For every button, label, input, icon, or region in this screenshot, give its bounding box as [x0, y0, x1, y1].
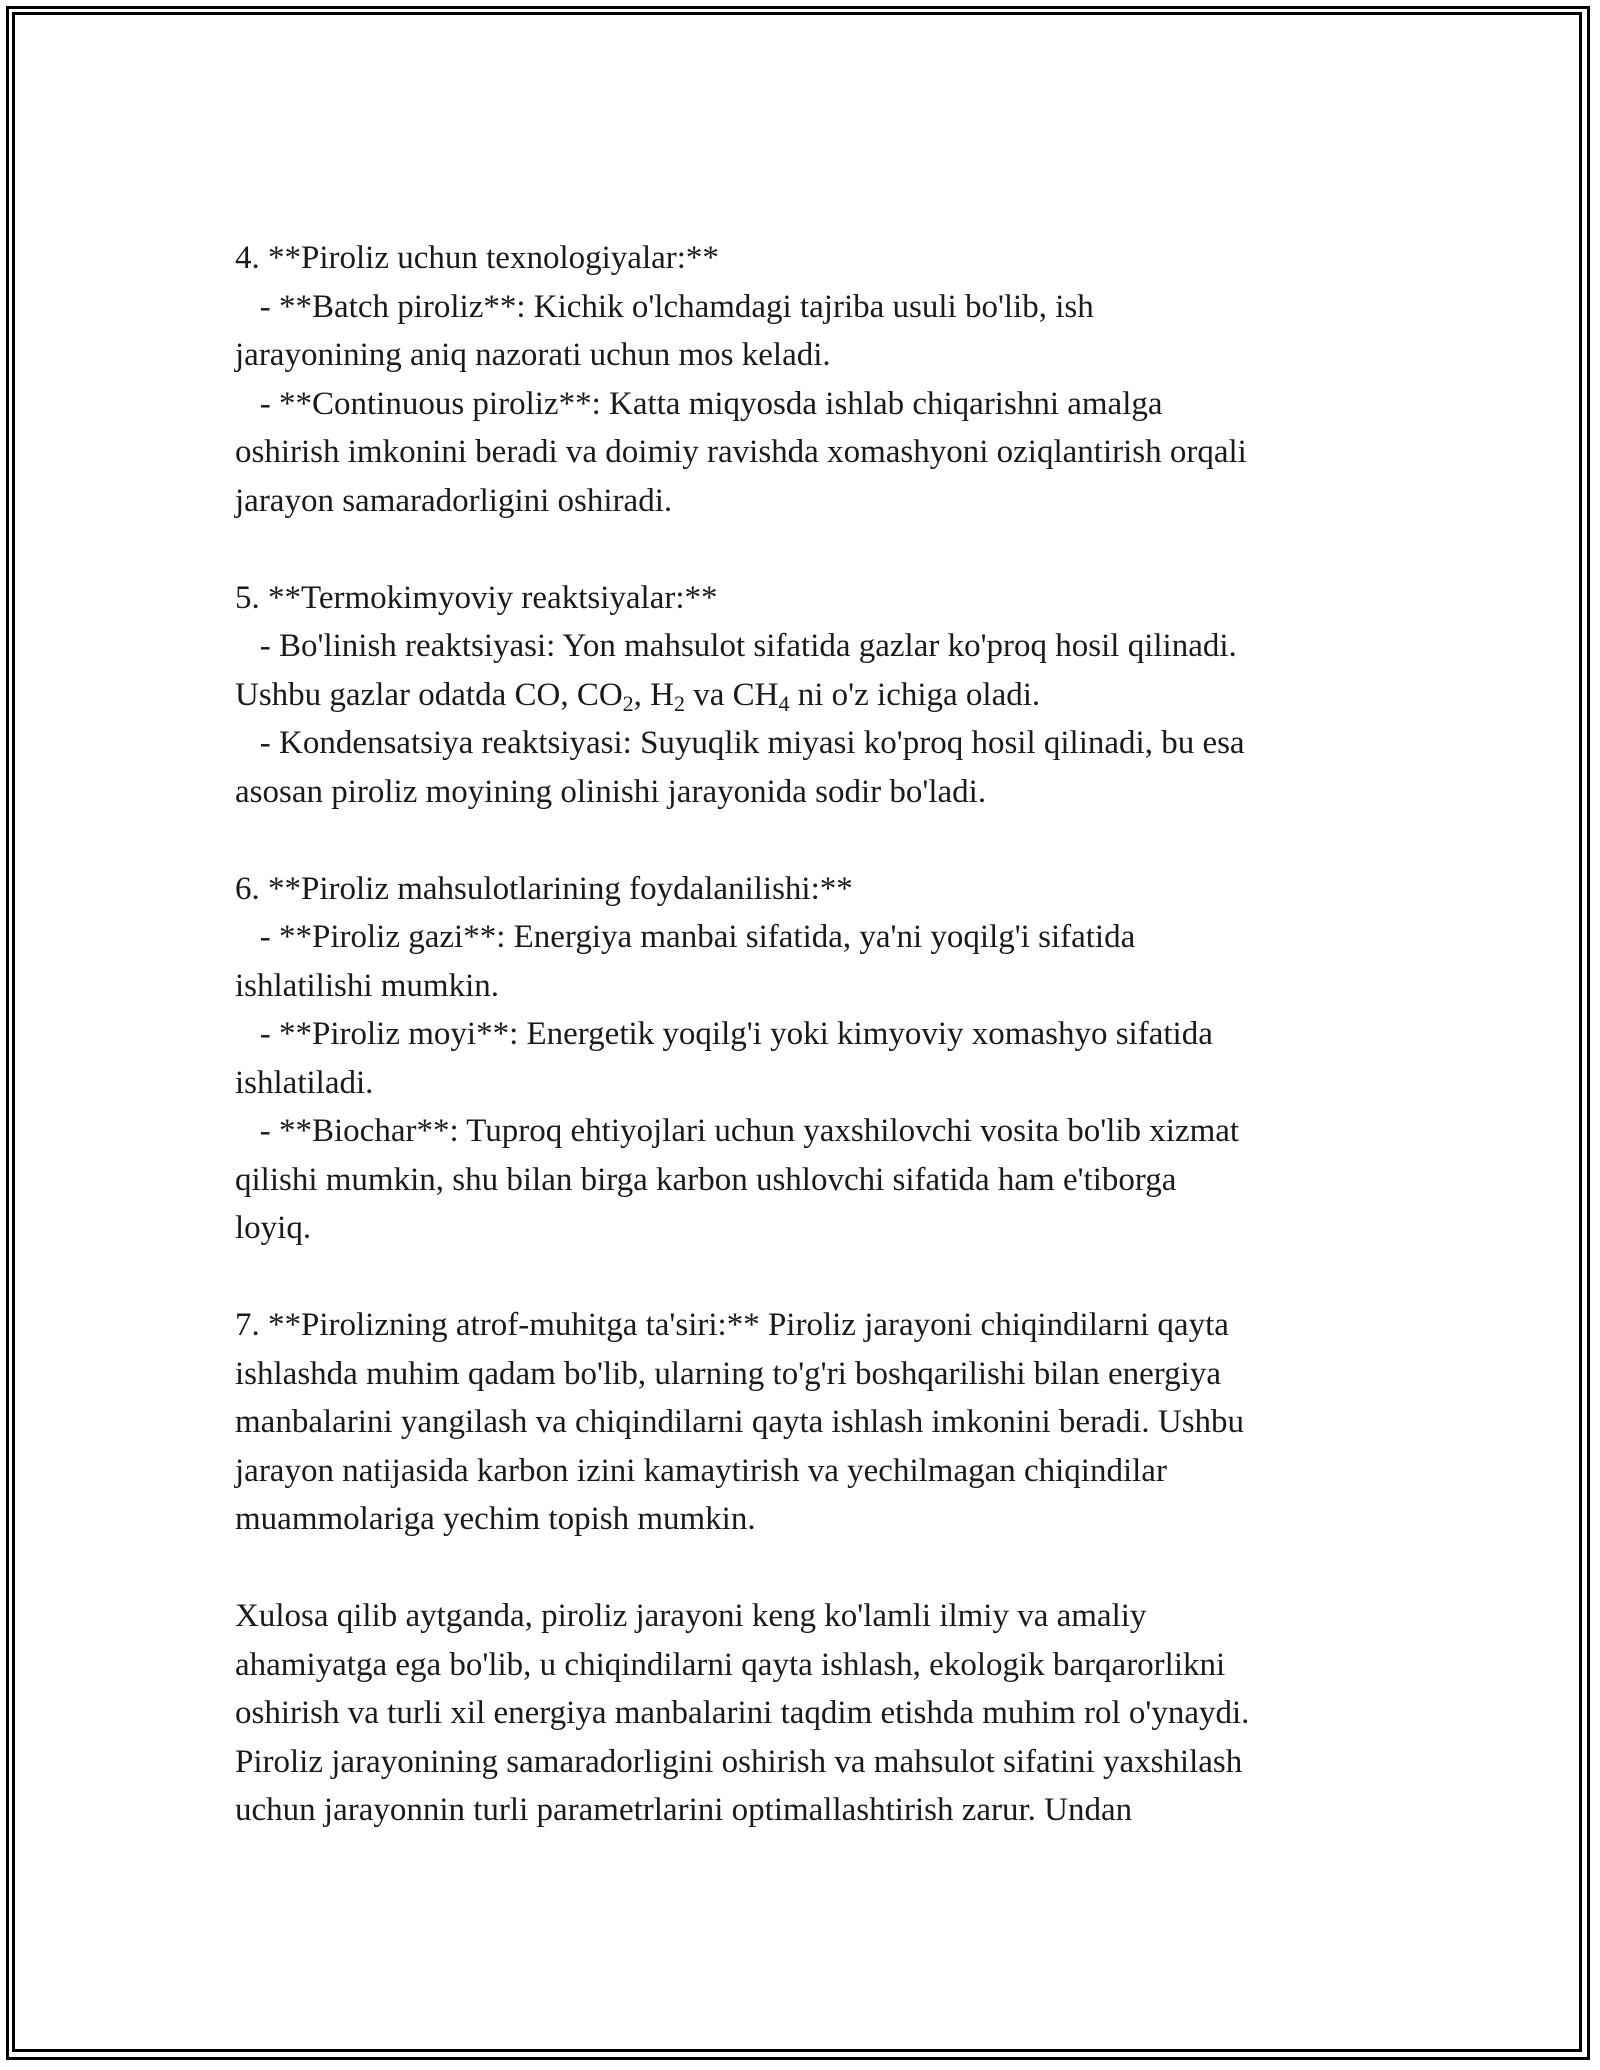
section-conclusion [235, 1592, 1375, 1835]
text-line: - **Batch piroliz**: Kichik o'lchamdagi tajriba usuli bo'lib, ish [235, 288, 1094, 325]
text-line: - **Biochar**: Tuproq ehtiyojlari uchun yaxshilovchi vosita bo'lib xizmat [235, 1113, 1240, 1149]
text-line: Piroliz jarayonining samaradorligini oshirish va mahsulot sifatini yaxshilash [235, 1743, 1243, 1780]
section-thermochemical-reactions [235, 574, 1375, 817]
section-heading: 4. **Piroliz uchun texnologiyalar:** [235, 240, 719, 276]
text-line: ishlatilishi mumkin. [235, 967, 500, 1004]
text-line-with-formulas [235, 671, 1375, 720]
text-line: manbalarini yangilash va chiqindilarni qayta ishlash imkonini beradi. Ushbu [235, 1404, 1245, 1440]
text-line: - **Piroliz moyi**: Energetik yoqilg'i yoki kimyoviy xomashyo sifatida [235, 1016, 1213, 1052]
section-environmental-impact [235, 1301, 1375, 1544]
text-line: - **Continuous piroliz**: Katta miqyosda ishlab chiqarishni amalga [235, 385, 1163, 422]
text-line: ishlatiladi. [235, 1064, 374, 1101]
section-technologies [235, 234, 1375, 525]
subscript: 2 [674, 690, 686, 716]
text-line: oshirish imkonini beradi va doimiy ravishda xomashyoni oziqlantirish orqali [235, 434, 1247, 470]
text-fragment: , H [633, 676, 675, 713]
subscript: 2 [622, 690, 634, 716]
text-line: asosan piroliz moyining olinishi jarayonida sodir bo'ladi. [235, 773, 987, 810]
text-line: ishlashda muhim qadam bo'lib, ularning to'g'ri boshqarilishi bilan energiya [235, 1355, 1221, 1392]
text-fragment: va CH [685, 676, 779, 713]
text-fragment: ni o'z ichiga oladi. [789, 676, 1041, 713]
section-product-uses [235, 865, 1375, 1253]
text-line: jarayonining aniq nazorati uchun mos keladi. [235, 337, 831, 373]
text-line: 7. **Pirolizning atrof-muhitga ta'siri:** Piroliz jarayoni chiqindilarni qayta [235, 1307, 1229, 1343]
text-line: jarayon natijasida karbon izini kamaytirish va yechilmagan chiqindilar [235, 1452, 1167, 1489]
text-line: Xulosa qilib aytganda, piroliz jarayoni keng ko'lamli ilmiy va amaliy [235, 1598, 1147, 1634]
text-line: qilishi mumkin, shu bilan birga karbon ushlovchi sifatida ham e'tiborga [235, 1161, 1177, 1198]
text-fragment: Ushbu gazlar odatda CO, CO [235, 676, 623, 713]
text-line: oshirish va turli xil energiya manbalarini taqdim etishda muhim rol o'ynaydi. [235, 1695, 1250, 1731]
text-line: - Bo'linish reaktsiyasi: Yon mahsulot sifatida gazlar ko'proq hosil qilinadi. [235, 628, 1237, 664]
subscript: 4 [778, 690, 790, 716]
text-line: muammolariga yechim topish mumkin. [235, 1501, 756, 1537]
text-line: - Kondensatsiya reaktsiyasi: Suyuqlik miyasi ko'proq hosil qilinadi, bu esa [235, 725, 1245, 761]
text-line: uchun jarayonnin turli parametrlarini optimallashtirish zarur. Undan [235, 1792, 1133, 1828]
section-heading: 5. **Termokimyoviy reaktsiyalar:** [235, 579, 718, 616]
text-line: jarayon samaradorligini oshiradi. [235, 482, 673, 519]
text-line: loyiq. [235, 1210, 312, 1246]
text-line: - **Piroliz gazi**: Energiya manbai sifatida, ya'ni yoqilg'i sifatida [235, 919, 1136, 955]
section-heading: 6. **Piroliz mahsulotlarining foydalanilishi:** [235, 870, 853, 907]
document-body [235, 234, 1375, 1835]
text-line: ahamiyatga ega bo'lib, u chiqindilarni qayta ishlash, ekologik barqarorlikni [235, 1646, 1226, 1683]
